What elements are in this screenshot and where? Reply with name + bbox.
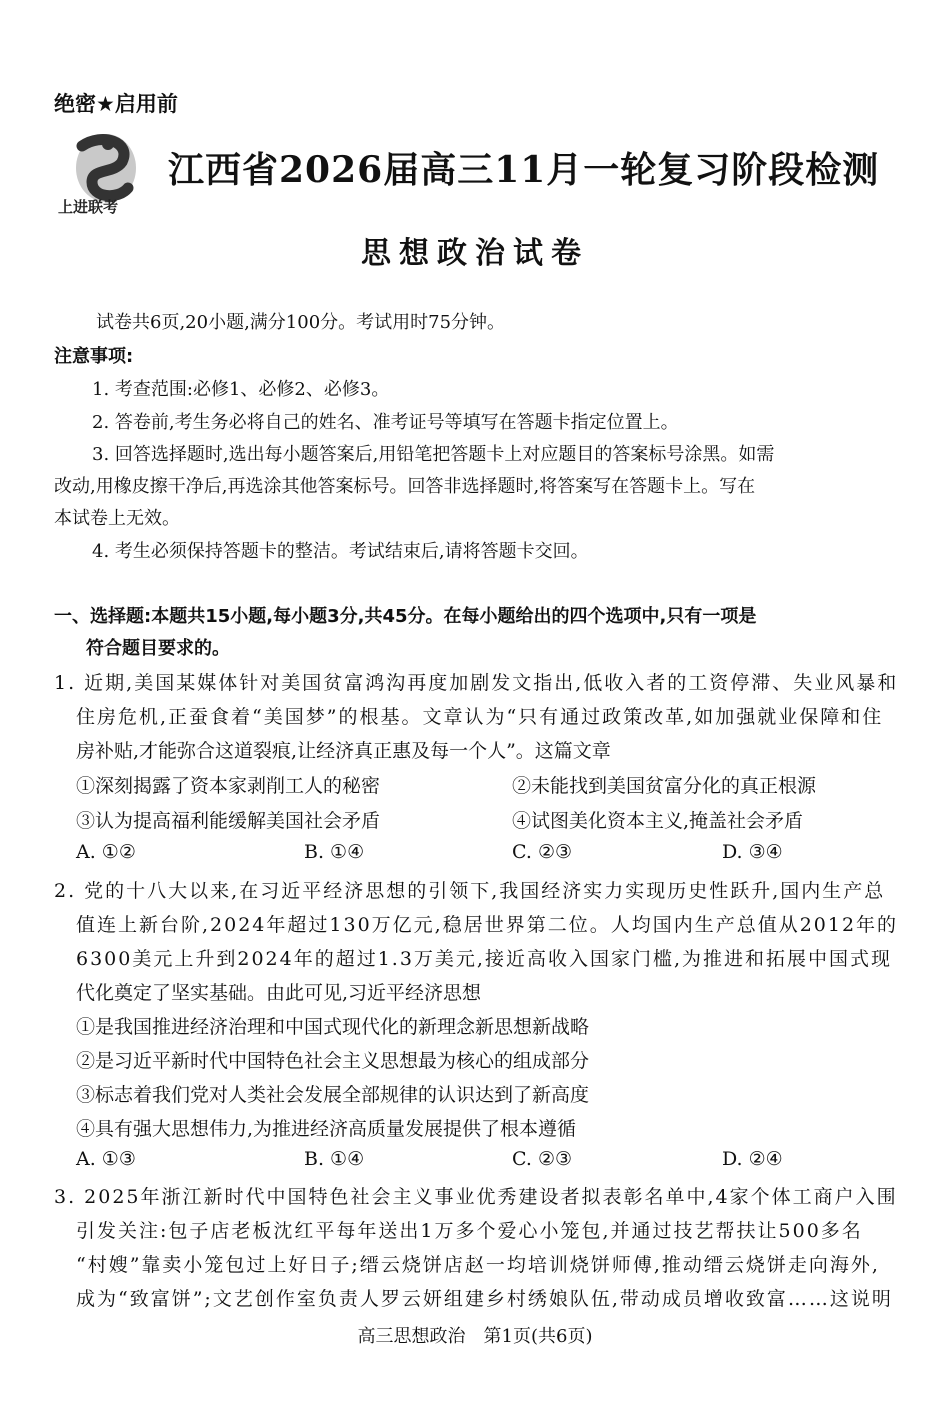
q2-item: ③标志着我们党对人类社会发展全部规律的认识达到了新高度	[76, 1084, 590, 1106]
note-line: 3. 回答选择题时,选出每小题答案后,用铅笔把答题卡上对应题目的答案标号涂黑。如需	[92, 444, 775, 465]
question-3-line: 3. 2025年浙江新时代中国特色社会主义事业优秀建设者拟表彰名单中,4家个体工商户入围	[54, 1186, 898, 1208]
notes-heading: 注意事项:	[54, 346, 134, 367]
logo-text: 上进联考	[58, 198, 119, 216]
note-line: 4. 考生必须保持答题卡的整洁。考试结束后,请将答题卡交回。	[92, 541, 589, 562]
q1-choice-b: B. ①④	[304, 841, 365, 863]
q1-item: ②未能找到美国贫富分化的真正根源	[512, 775, 817, 797]
q2-choice-a: A. ①③	[76, 1148, 136, 1170]
question-2-line: 值连上新台阶,2024年超过130万亿元,稳居世界第二位。人均国内生产总值从2012年的	[76, 914, 899, 936]
q1-item: ④试图美化资本主义,掩盖社会矛盾	[512, 810, 804, 832]
q1-choice-a: A. ①②	[76, 841, 136, 863]
note-line: 本试卷上无效。	[54, 508, 180, 529]
question-2-line: 代化奠定了坚实基础。由此可见,习近平经济思想	[76, 982, 482, 1004]
question-3-line: “村嫂”靠卖小笼包过上好日子;缙云烧饼店赵一均培训烧饼师傅,推动缙云烧饼走向海外,	[76, 1254, 880, 1276]
exam-title: 江西省2026届高三11月一轮复习阶段检测	[168, 149, 880, 191]
section-heading: 一、选择题:本题共15小题,每小题3分,共45分。在每小题给出的四个选项中,只有一项是	[54, 606, 757, 627]
exam-subtitle: 思想政治试卷	[361, 236, 589, 271]
q2-item: ①是我国推进经济治理和中国式现代化的新理念新思想新战略	[76, 1016, 590, 1038]
q2-item: ④具有强大思想伟力,为推进经济高质量发展提供了根本遵循	[76, 1118, 577, 1140]
question-2-line: 2. 党的十八大以来,在习近平经济思想的引领下,我国经济实力实现历史性跃升,国内生产总	[54, 880, 886, 902]
q2-choice-d: D. ②④	[722, 1148, 783, 1170]
note-line: 2. 答卷前,考生务必将自己的姓名、准考证号等填写在答题卡指定位置上。	[92, 412, 679, 433]
section-heading-cont: 符合题目要求的。	[86, 638, 230, 659]
question-3-line: 成为“致富饼”;文艺创作室负责人罗云妍组建乡村绣娘队伍,带动成员增收致富……这说明	[76, 1288, 893, 1310]
question-2-line: 6300美元上升到2024年的超过1.3万美元,接近高收入国家门槛,为推进和拓展中国式现	[76, 948, 893, 970]
question-1-line: 房补贴,才能弥合这道裂痕,让经济真正惠及每一个人”。这篇文章	[76, 740, 611, 762]
exam-intro: 试卷共6页,20小题,满分100分。考试用时75分钟。	[96, 312, 506, 333]
q2-choice-b: B. ①④	[304, 1148, 365, 1170]
question-1-line: 1. 近期,美国某媒体针对美国贫富鸿沟再度加剧发文指出,低收入者的工资停滞、失业风暴和	[54, 672, 899, 694]
question-1-line: 住房危机,正蚕食着“美国梦”的根基。文章认为“只有通过政策改革,如加强就业保障和住	[76, 706, 884, 728]
question-3-line: 引发关注:包子店老板沈红平每年送出1万多个爱心小笼包,并通过技艺帮扶让500多名	[76, 1220, 863, 1242]
q1-item: ①深刻揭露了资本家剥削工人的秘密	[76, 775, 381, 797]
q1-choice-c: C. ②③	[512, 841, 573, 863]
q1-item: ③认为提高福利能缓解美国社会矛盾	[76, 810, 381, 832]
confidential-label: 绝密★启用前	[54, 92, 178, 116]
note-line: 改动,用橡皮擦干净后,再选涂其他答案标号。回答非选择题时,将答案写在答题卡上。写在	[54, 476, 756, 497]
q2-item: ②是习近平新时代中国特色社会主义思想最为核心的组成部分	[76, 1050, 590, 1072]
note-line: 1. 考查范围:必修1、必修2、必修3。	[92, 379, 390, 400]
q1-choice-d: D. ③④	[722, 841, 783, 863]
page-footer: 高三思想政治 第1页(共6页)	[357, 1326, 593, 1347]
q2-choice-c: C. ②③	[512, 1148, 573, 1170]
